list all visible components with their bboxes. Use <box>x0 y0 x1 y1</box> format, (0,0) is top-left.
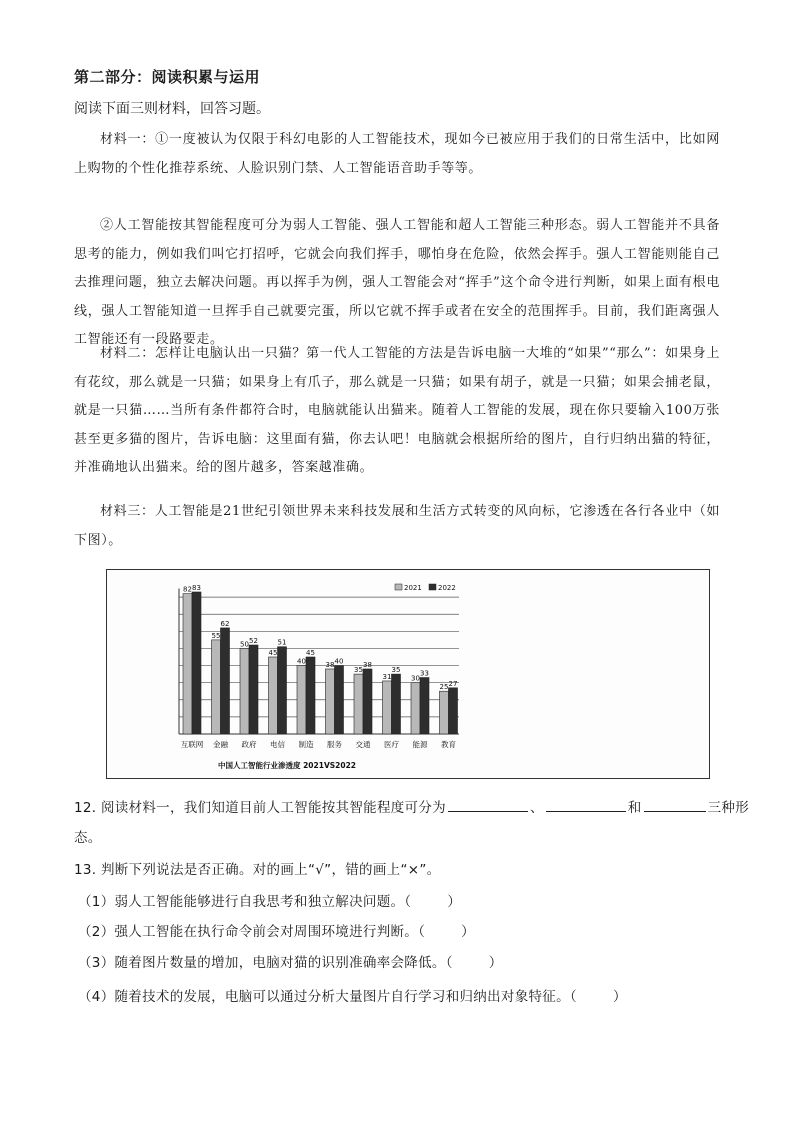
chart-bar-2021 <box>297 666 306 734</box>
chart-bar-2022 <box>306 657 315 734</box>
q13-item-3-close: ） <box>488 955 503 971</box>
chart-data-label: 50 <box>240 640 249 649</box>
chart-data-label: 31 <box>382 672 392 681</box>
chart-data-label: 25 <box>439 683 449 692</box>
chart-bar-2021 <box>269 657 278 734</box>
q12-text-before: 12. 阅读材料一，我们知道目前人工智能按其智能程度可分为 <box>74 800 446 816</box>
q12-separator-1: 、 <box>529 800 544 816</box>
chart-bar-2021 <box>354 674 363 734</box>
chart-data-label: 35 <box>354 666 363 675</box>
q12-blank-2[interactable] <box>546 797 626 812</box>
chart-data-label: 40 <box>297 657 306 666</box>
chart-data-label: 45 <box>306 649 315 657</box>
industry-penetration-chart <box>106 569 710 779</box>
material-two-paragraph: 材料二：怎样让电脑认出一只猫？第一代人工智能的方法是告诉电脑一大堆的“如果”“那么”：如果身上有花纹，那么就是一只猫；如果身上有爪子，那么就是一只猫；如果有胡子，就是一只猫；如果会捕老鼠，就是一只猫……当所有条件都符合时，电脑就能认出猫来。随着人工智能的发展，现在你只要输入100万张甚至更多猫的图片，告诉电脑：这里面有猫，你去认吧！电脑就会根据所给的图片，自行归纳出猫的特征，并准确地认出猫来。给的图片越多，答案越准确。 <box>74 346 720 475</box>
chart-bar-2022 <box>449 688 458 734</box>
chart-data-label: 40 <box>334 657 344 666</box>
q13-item-2-close: ） <box>461 924 475 940</box>
chart-category-label: 电信 <box>270 740 285 749</box>
chart-bar-2022 <box>278 647 287 734</box>
chart-category-label: 教育 <box>441 740 456 749</box>
q13-item-4-close: ） <box>612 989 627 1005</box>
chart-title: 中国人工智能行业渗透度 2021VS2022 <box>217 761 357 770</box>
chart-data-label: 82 <box>183 585 192 594</box>
chart-bar-2021 <box>383 681 392 734</box>
chart-category-label: 互联网 <box>180 740 204 749</box>
q13-item-2 <box>78 920 475 940</box>
q13-item-4-label: （4）随着技术的发展，电脑可以通过分析大量图片自行学习和归纳出对象特征。（ <box>78 989 577 1005</box>
chart-bar-2022 <box>420 678 429 734</box>
chart-bar-2022 <box>192 592 201 734</box>
chart-legend-label: 2022 <box>438 584 456 592</box>
q12-separator-2: 和 <box>627 800 642 816</box>
chart-bar-2022 <box>249 645 258 734</box>
chart-data-label: 52 <box>249 637 258 646</box>
question-12-wrap: 态。 <box>74 830 102 846</box>
q13-item-4 <box>78 985 627 1005</box>
chart-bar-2022 <box>221 628 230 734</box>
chart-bar-2021 <box>440 691 449 734</box>
chart-category-label: 能源 <box>412 740 428 749</box>
question-12 <box>74 796 749 816</box>
q13-item-1-label: （1）弱人工智能能够进行自我思考和独立解决问题。（ <box>78 894 412 910</box>
chart-data-label: 35 <box>391 666 401 675</box>
chart-data-label: 33 <box>420 669 429 678</box>
q13-item-2-label: （2）强人工智能在执行命令前会对周围环境进行判断。（ <box>78 924 426 940</box>
chart-category-label: 制造 <box>298 740 314 749</box>
chart-legend-swatch-2022 <box>429 584 436 590</box>
instruction-text: 阅读下面三则材料，回答习题。 <box>74 101 270 117</box>
chart-legend-label: 2021 <box>404 584 422 592</box>
chart-data-label: 27 <box>448 679 458 688</box>
chart-category-label: 服务 <box>327 740 342 749</box>
material-one-paragraph-2: ②人工智能按其智能程度可分为弱人工智能、强人工智能和超人工智能三种形态。弱人工智能并不具备思考的能力，例如我们叫它打招呼，它就会向我们挥手，哪怕身在危险，依然会挥手。强人工智能则能自己去推理问题，独立去解决问题。再以挥手为例，强人工智能会对“挥手”这个命令进行判断，如果上面有根电线，强人工智能知道一旦挥手自己就要完蛋，所以它就不挥手或者在安全的范围挥手。目前，我们距离强人工智能还有一段路要走。 <box>74 218 720 347</box>
q12-blank-3[interactable] <box>644 797 706 812</box>
chart-bar-2022 <box>392 674 401 734</box>
chart-data-label: 83 <box>192 583 201 592</box>
chart-bar-2021 <box>240 648 249 734</box>
q13-item-1-close: ） <box>447 894 462 910</box>
chart-data-label: 38 <box>325 660 335 669</box>
chart-bar-2022 <box>335 666 344 734</box>
q13-item-1 <box>78 890 461 910</box>
material-one-paragraph-1: 材料一：①一度被认为仅限于科幻电影的人工智能技术，现如今已被应用于我们的日常生活中，比如网上购物的个性化推荐系统、人脸识别门禁、人工智能语音助手等等。 <box>74 132 720 176</box>
chart-data-label: 45 <box>268 649 278 657</box>
chart-category-label: 交通 <box>355 740 371 749</box>
q13-item-3 <box>78 951 503 971</box>
chart-bar-2021 <box>183 594 192 734</box>
section-title: 第二部分：阅读积累与运用 <box>74 68 261 86</box>
chart-bar-2022 <box>363 669 372 734</box>
chart-bar-2021 <box>411 683 420 734</box>
chart-category-label: 医疗 <box>384 740 399 749</box>
chart-svg <box>107 570 711 780</box>
chart-bar-2021 <box>326 669 335 734</box>
chart-data-label: 51 <box>277 638 287 647</box>
chart-bar-2021 <box>212 640 221 734</box>
question-13-title: 13. 判断下列说法是否正确。对的画上“√”，错的画上“×”。 <box>74 862 441 878</box>
material-three-paragraph: 材料三：人工智能是21世纪引领世界未来科技发展和生活方式转变的风向标，它渗透在各行各业中（如下图）。 <box>74 504 720 548</box>
q12-blank-1[interactable] <box>448 797 528 812</box>
q12-text-after: 三种形 <box>707 800 749 816</box>
chart-category-label: 金融 <box>213 740 228 749</box>
chart-category-label: 政府 <box>241 740 257 749</box>
q13-item-3-label: （3）随着图片数量的增加，电脑对猫的识别准确率会降低。（ <box>78 955 453 971</box>
chart-data-label: 55 <box>211 631 221 640</box>
chart-legend-swatch-2021 <box>395 584 402 590</box>
chart-data-label: 38 <box>363 660 372 669</box>
chart-data-label: 62 <box>220 619 230 628</box>
chart-data-label: 30 <box>411 674 420 683</box>
